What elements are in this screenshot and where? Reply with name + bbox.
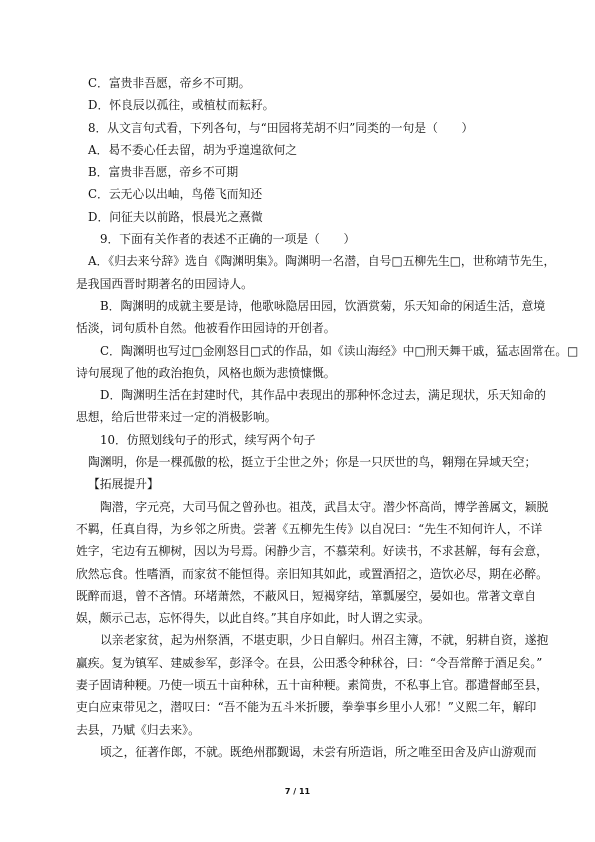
text-line: 10．仿照划线句子的形式，续写两个句子 xyxy=(100,432,316,447)
text-line: 陶渊明，你是一棵孤傲的松，挺立于尘世之外；你是一只厌世的鸟，翱翔在异域天空； xyxy=(88,455,537,470)
text-line: D．陶渊明生活在封建时代，其作品中表现出的那种怀念过去，满足现状，乐天知命的 xyxy=(100,388,546,403)
text-line: B．陶渊明的成就主要是诗，他歌咏隐居田园，饮酒赏菊，乐天知命的闲适生活，意境 xyxy=(100,298,546,313)
text-line: 去县，乃赋《归去来》。 xyxy=(76,722,200,737)
text-line: A．《归去来兮辞》选自《陶渊明集》。陶渊明一名潜，自号□五柳先生□，世称靖节先生， xyxy=(88,254,556,269)
text-line: 娱，颇示己志，忘怀得失，以此自终。”其自序如此，时人谓之实录。 xyxy=(76,611,431,626)
text-line: B．富贵非吾愿，帝乡不可期 xyxy=(88,165,239,180)
text-line: 欣然忘食。性嗜酒，而家贫不能恒得。亲旧知其如此，或置酒招之，造饮必尽，期在必醉。 xyxy=(76,566,548,581)
text-line: 赢疾。复为镇军、建威参军，彭泽令。在县，公田悉令种秫谷，曰：“令吾常醉于酒足矣。” xyxy=(76,655,543,670)
text-line: 妻子固请种粳。乃使一顷五十亩种秫，五十亩种粳。素简贵，不私事上官。郡遣督邮至县， xyxy=(76,678,548,693)
text-line: D．怀良辰以孤往，或植杖而耘耔。 xyxy=(88,98,275,113)
text-line: 陶潜，字元亮，大司马侃之曾孙也。祖茂，武昌太守。潜少怀高尚，博学善属文，颖脱 xyxy=(100,499,549,514)
text-line: 【拓展提升】 xyxy=(88,477,159,492)
text-line: 姓字，宅边有五柳树，因以为号焉。闲静少言，不慕荣利。好读书，不求甚解，每有会意， xyxy=(76,544,548,559)
text-line: C．云无心以出岫，鸟倦飞而知还 xyxy=(88,187,263,202)
text-line: 不羁，任真自得，为乡邻之所贵。尝著《五柳先生传》以自况曰：“先生不知何许人，不详 xyxy=(76,521,543,536)
text-line: 思想，给后世带来过一定的消极影响。 xyxy=(76,410,277,425)
text-line: 以亲老家贫，起为州祭酒，不堪吏职，少日自解归。州召主簿，不就，躬耕自资，遂抱 xyxy=(100,633,549,648)
text-line: 是我国西晋时期著名的田园诗人。 xyxy=(76,276,253,291)
text-line: 既醉而退，曾不吝情。环堵萧然，不蔽风日，短褐穿结，箪瓢屡空，晏如也。常著文章自 xyxy=(76,588,537,603)
text-line: 诗句展现了他的政治抱负，风格也颇为悲愤慷慨。 xyxy=(76,365,336,380)
page-number: 7 / 11 xyxy=(284,787,311,796)
text-line: C．陶渊明也写过□金刚怒目□式的作品，如《读山海经》中□刑天舞干戚，猛志固常在。□ xyxy=(100,343,579,358)
page-body xyxy=(76,72,579,763)
text-line: 9．下面有关作者的表述不正确的一项是（ ） xyxy=(100,232,356,247)
text-line: 8．从文言句式看，下列各句，与“田园将芜胡不归”同类的一句是（ ） xyxy=(88,120,474,135)
text-line: 顷之，征著作郎，不就。既绝州郡觐谒，未尝有所造诣，所之唯至田舍及庐山游观而 xyxy=(100,744,537,759)
text-line: A．曷不委心任去留，胡为乎遑遑欲何之 xyxy=(88,142,298,157)
text-line: 恬淡，词句质朴自然。他被看作田园诗的开创者。 xyxy=(76,321,336,336)
text-line: D．问征夫以前路，恨晨光之熹微 xyxy=(88,209,263,224)
text-line: 吏白应束带见之，潜叹曰：“吾不能为五斗米折腰，拳拳事乡里小人邪！”义熙二年，解印 xyxy=(76,700,537,715)
text-line: C．富贵非吾愿，帝乡不可期。 xyxy=(88,76,251,90)
